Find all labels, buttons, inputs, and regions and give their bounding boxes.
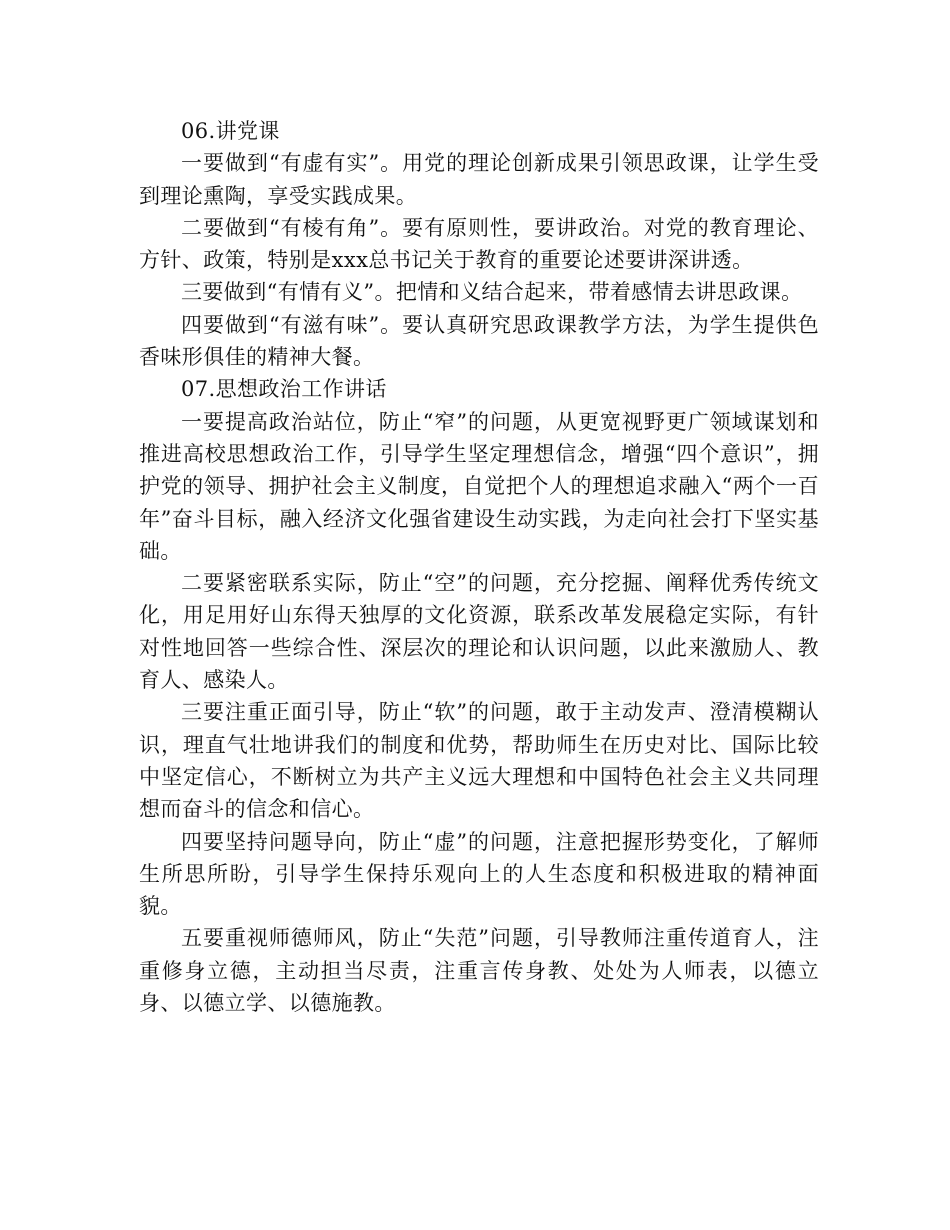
- paragraph: 五要重视师德师风，防止“失范”问题，引导教师注重传道育人，注重修身立德，主动担当尽责，注重言传身教、处处为人师表，以德立身、以德立学、以德施教。: [139, 926, 819, 1016]
- paragraph: 三要注重正面引导，防止“软”的问题，敢于主动发声、澄清模糊认识，理直气壮地讲我们的制度和优势，帮助师生在历史对比、国际比较中坚定信心，不断树立为共产主义远大理想和中国特色社会主义共同理想而奋斗的信念和信心。: [139, 700, 819, 822]
- paragraph: 四要坚持问题导向，防止“虚”的问题，注意把握形势变化，了解师生所思所盼，引导学生保持乐观向上的人生态度和积极进取的精神面貌。: [139, 829, 819, 919]
- paragraph: 一要做到“有虚有实”。用党的理论创新成果引领思政课，让学生受到理论熏陶，享受实践成果。: [139, 151, 819, 208]
- section-heading-07: 07.思想政治工作讲话: [181, 377, 387, 402]
- section-heading-06: 06.讲党课: [181, 119, 280, 143]
- paragraph: 一要提高政治站位，防止“窄”的问题，从更宽视野更广领域谋划和推进高校思想政治工作，引导学生坚定理想信念，增强“四个意识”，拥护党的领导、拥护社会主义制度，自觉把个人的理想追求融入“两个一百年”奋斗目标，融入经济文化强省建设生动实践，为走向社会打下坚实基础。: [139, 409, 819, 563]
- paragraph: 二要做到“有棱有角”。要有原则性，要讲政治。对党的教育理论、方针、政策，特别是xxx总书记关于教育的重要论述要讲深讲透。: [139, 215, 819, 273]
- paragraph: 二要紧密联系实际，防止“空”的问题，充分挖掘、阐释优秀传统文化，用足用好山东得天独厚的文化资源，联系改革发展稳定实际，有针对性地回答一些综合性、深层次的理论和认识问题，以此来激励人、教育人、感染人。: [139, 571, 819, 693]
- document-page: [139, 115, 819, 1019]
- paragraph: 三要做到“有情有义”。把情和义结合起来，带着感情去讲思政课。: [181, 280, 803, 305]
- paragraph: 四要做到“有滋有味”。要认真研究思政课教学方法，为学生提供色香味形俱佳的精神大餐。: [139, 312, 819, 370]
